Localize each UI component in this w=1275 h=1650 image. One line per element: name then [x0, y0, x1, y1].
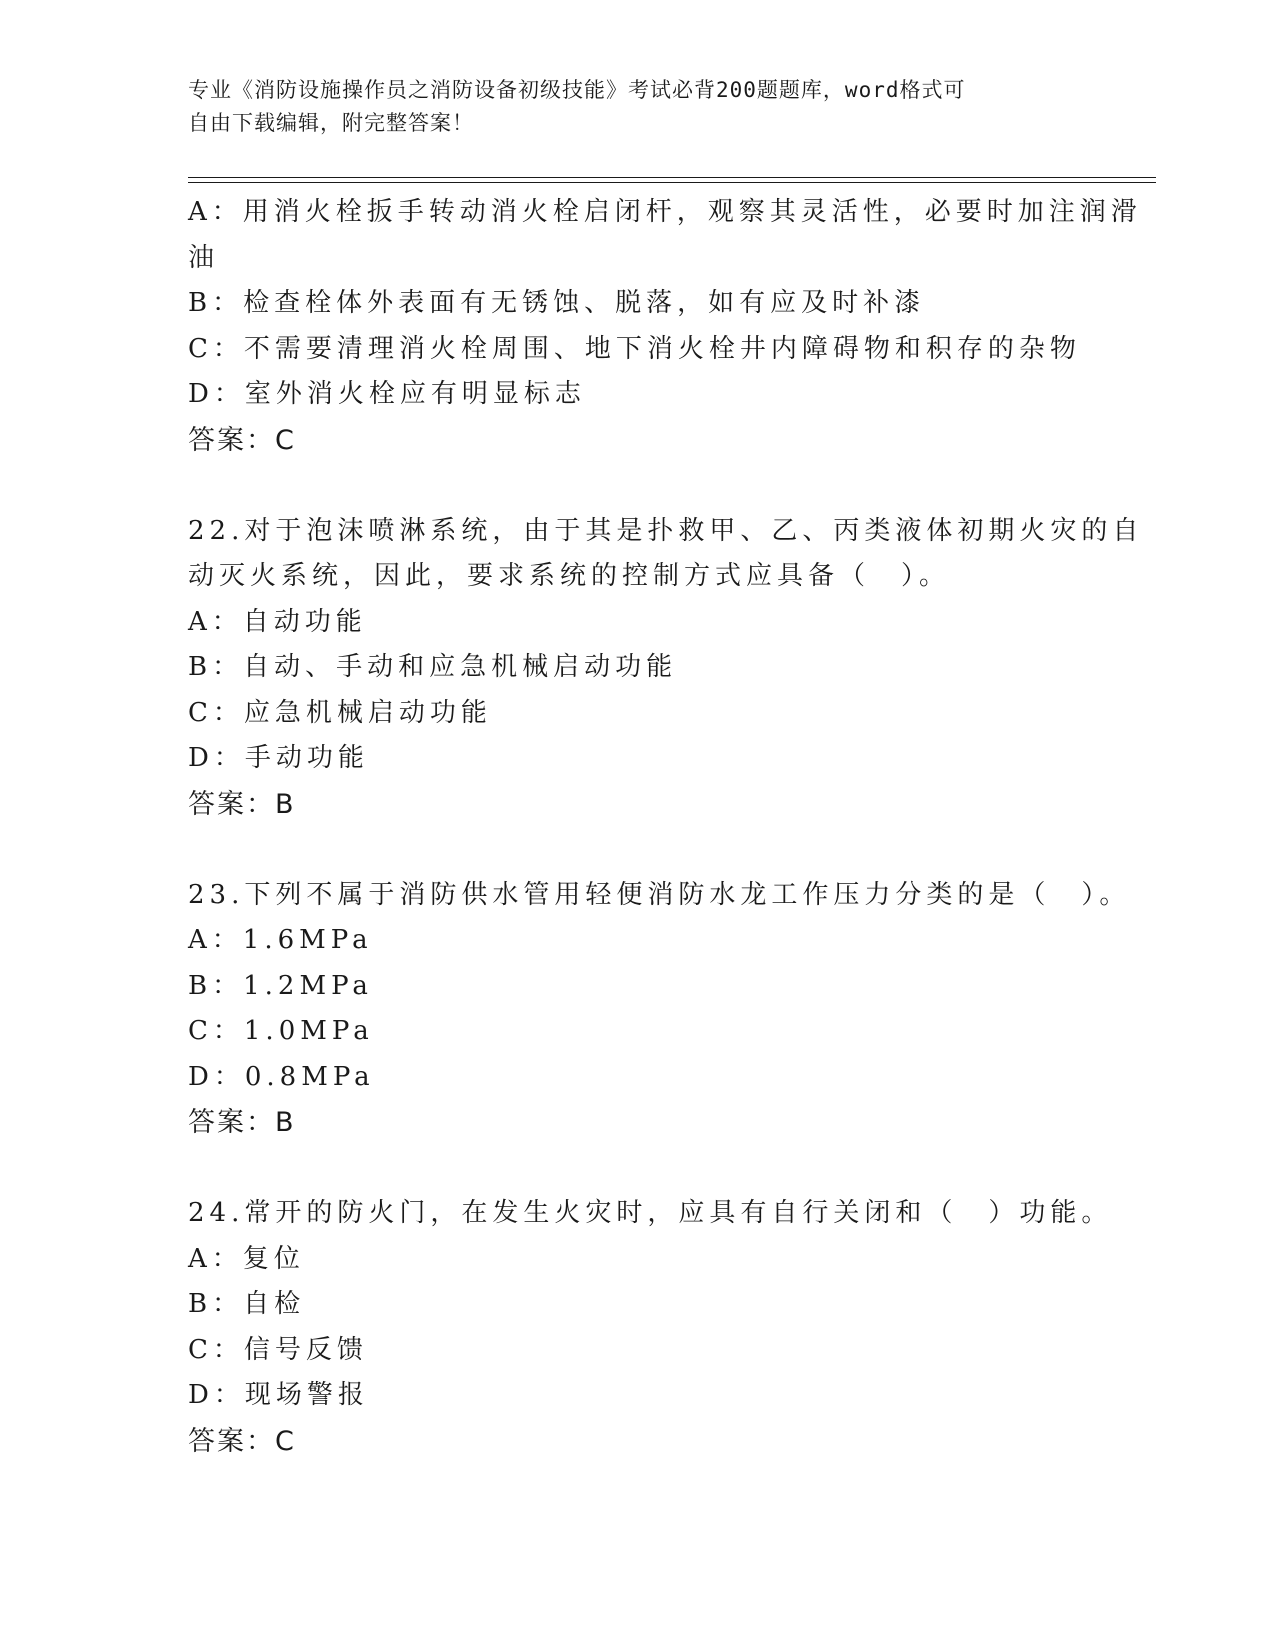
question-stem: 24.常开的防火门，在发生火灾时，应具有自行关闭和（ ）功能。 — [188, 1198, 1113, 1228]
document-header — [188, 74, 1088, 140]
option-a: A：自动功能 — [188, 606, 367, 637]
option-d: D：现场警报 — [188, 1380, 369, 1410]
question-stem: 22.对于泡沫喷淋系统，由于其是扑救甲、乙、丙类液体初期火灾的自 — [188, 515, 1144, 546]
option-b: B：检查栓体外表面有无锈蚀、脱落，如有应及时补漆 — [188, 288, 926, 318]
option-d: D：室外消火栓应有明显标志 — [188, 379, 586, 409]
question-22 — [188, 509, 1144, 828]
option-c: C：1.0MPa — [188, 1016, 374, 1046]
answer: 答案：B — [188, 788, 296, 820]
option-a: A：1.6MPa — [188, 925, 373, 955]
question-21-tail — [188, 190, 1142, 463]
option-b: B：自动、手动和应急机械启动功能 — [188, 652, 678, 682]
header-line-2: 自由下载编辑，附完整答案！ — [188, 111, 474, 135]
header-divider-top — [188, 177, 1156, 178]
option-a: A：复位 — [188, 1243, 305, 1274]
option-c: C：信号反馈 — [188, 1334, 368, 1365]
question-stem-continued: 动灭火系统，因此，要求系统的控制方式应具备（ ）。 — [188, 561, 951, 591]
option-d: D：手动功能 — [188, 743, 369, 773]
header-line-1: 专业《消防设施操作员之消防设备初级技能》考试必背200题题库，word格式可 — [188, 78, 966, 102]
option-a-continued: 油 — [188, 242, 220, 273]
question-23 — [188, 873, 1131, 1146]
header-divider-bottom — [188, 182, 1156, 183]
question-list — [188, 190, 1144, 1464]
option-b: B：1.2MPa — [188, 970, 373, 1001]
option-c: C：不需要清理消火栓周围、地下消火栓井内障碍物和积存的杂物 — [188, 333, 1081, 364]
option-a: A：用消火栓扳手转动消火栓启闭杆，观察其灵活性，必要时加注润滑 — [188, 197, 1142, 227]
option-d: D：0.8MPa — [188, 1061, 375, 1092]
answer: 答案：B — [188, 1107, 296, 1138]
answer: 答案：C — [188, 424, 296, 456]
option-b: B：自检 — [188, 1289, 306, 1319]
option-c: C：应急机械启动功能 — [188, 697, 492, 728]
answer: 答案：C — [188, 1425, 296, 1457]
question-24 — [188, 1191, 1113, 1464]
question-stem: 23.下列不属于消防供水管用轻便消防水龙工作压力分类的是（ ）。 — [188, 879, 1131, 910]
